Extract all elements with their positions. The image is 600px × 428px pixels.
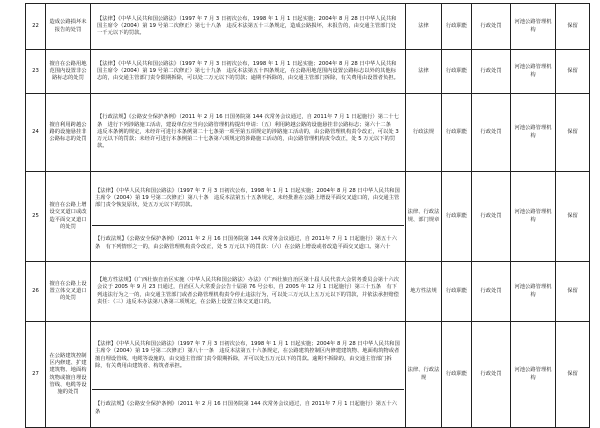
- power-category: 行政处罚: [472, 262, 511, 322]
- row-number: 24: [26, 94, 46, 172]
- legal-basis-cell: [91, 50, 406, 94]
- item-name: 擅自利用跨越公路的设施悬挂非公路标志的处罚: [46, 94, 91, 172]
- legal-basis-cell: [91, 4, 406, 50]
- power-category: 行政处罚: [472, 50, 511, 94]
- legal-basis-paragraph: 【地方性法规】《广西壮族自治区实施〈中华人民共和国公路法〉办法》（广西壮族自治区第十届人民代表大会常务委员会第十六次会议于 2005 年 9 月 23 日通过，自治区人大常委会公告十届第 76 号公布，自 2005 年 12 月 1 日起施行）第三十五条 有下列违法行为之一的，由交通主管部门或者公路管理机构责令停止违法行为，可以处三万元以上五万元以下的罚款，并依法承担赔偿责任：（三）违反本办法第八条第三项规定，在公路上设置立体交叉道口的。: [97, 277, 399, 305]
- table-row: [26, 322, 590, 428]
- legal-basis-paragraph: 【行政法规】《公路安全保护条例》（2011 年 2 月 16 日国务院第 144 次常务会议通过，自 2011年 7 月 1 日起施行）第二十七条 进行下列涉路施工活动，建设单位应当向公路管理机构提出申请：（五）利用跨越公路的设施悬挂非公路标志；第六十二条 违反本条例的规定，未经许可进行本条例第二十七条第一项至第五项规定的涉路施工活动的，由公路管理机构责令改正，可以处 3 万元以下的罚款；未经许可进行本条例第二十七条第六项规定的涉路施工活动的，由公路管理机构责令改正，处 5 万元以下的罚款。: [97, 114, 399, 150]
- table-row: [26, 262, 590, 322]
- table-body: [26, 4, 590, 428]
- status-label: 保留: [556, 262, 590, 322]
- status-label: 保留: [556, 4, 590, 50]
- duty-type: 行政职能: [442, 262, 472, 322]
- table-row: [26, 172, 590, 262]
- basis-type: 法律: [406, 4, 442, 50]
- implementing-department: 河池公路管理机构: [511, 50, 556, 94]
- status-label: 保留: [556, 94, 590, 172]
- basis-type: 法律、行政法规、部门规章: [406, 172, 442, 262]
- legal-basis-cell: [91, 94, 406, 172]
- row-number: 26: [26, 262, 46, 322]
- item-name: 擅自在公路上设置立体交叉道口的处罚: [46, 262, 91, 322]
- legal-basis-cell: [91, 262, 406, 322]
- item-name: 在公路建筑控制区内修建、扩建建筑物、地面构筑物或擅自埋设管线、电缆等设施的处罚: [46, 322, 91, 428]
- legal-basis-paragraph: 【法律】《中华人民共和国公路法》（1997 年 7 月 3 日初次公布，1998 年 1 月 1 日起实施；2004年 8 月 28 日中华人民共和国主席令（2004）第 19 号第二次修正）第七十九条 违反本法第五十四条规定，在公路用地范围内设置公路标志以外的其他标志的，由交通主管部门责令限期拆除，可以处二万元以下的罚款；逾期不拆除的，由交通主管部门拆除，有关费用由设置者负担。: [97, 60, 399, 82]
- legal-basis-cell: [91, 172, 406, 262]
- power-list-table: [25, 3, 590, 428]
- table-row: [26, 94, 590, 172]
- power-category: 行政处罚: [472, 322, 511, 428]
- power-category: 行政处罚: [472, 4, 511, 50]
- item-name: 造成公路损坏未报告的处罚: [46, 4, 91, 50]
- row-number: 22: [26, 4, 46, 50]
- row-number: 27: [26, 322, 46, 428]
- legal-basis-paragraph: 【行政法规】《公路安全保护条例》（2011 年 2 月 16 日国务院第 144 次常务会议通过，自 2011年 7 月 1 日起施行）第五十六条 有下列情形之一的，由公路管理机构责令改正，处 5 万元以下的罚款：（六）在公路上增设或者改造平面交叉道口。第六十: [92, 225, 404, 261]
- legal-basis-paragraph: 【法律】《中华人民共和国公路法》（1997 年 7 月 3 日初次公布，1998 年 1 月 1 日起实施；2004年 8 月 28 日中华人民共和国主席令（2004）第 19 号第二次修正）第七十八条 违反本法第五十三条规定，造成公路损坏，未报告的，由交通主管部门处一千元以下的罚款。: [97, 15, 397, 37]
- status-label: 保留: [556, 172, 590, 262]
- basis-type: 法律: [406, 50, 442, 94]
- implementing-department: 河池公路管理机构: [511, 172, 556, 262]
- legal-basis-cell: [91, 322, 406, 428]
- power-category: 行政处罚: [472, 172, 511, 262]
- basis-type: 地方性法规: [406, 262, 442, 322]
- implementing-department: 河池公路管理机构: [511, 262, 556, 322]
- implementing-department: 河池公路管理机构: [511, 4, 556, 50]
- legal-basis-paragraph: 【法律】《中华人民共和国公路法》（1997 年 7 月 3 日初次公布，1998 年 1 月 1 日起实施；2004年 8 月 28 日中华人民共和国主席令（2004）第 19 号第二次修正）第八十条 违反本法第五十五条规定，未经批准在公路上增设平面交叉道口的，由交通主管部门责令恢复原状，处五万元以下的罚款。: [95, 187, 400, 209]
- item-name: 擅自在公路上增设交叉道口或改造平面交叉道口的处罚: [46, 172, 91, 262]
- duty-type: 行政职能: [442, 322, 472, 428]
- duty-type: 行政职能: [442, 4, 472, 50]
- row-number: 25: [26, 172, 46, 262]
- duty-type: 行政职能: [442, 94, 472, 172]
- table-row: [26, 4, 590, 50]
- status-label: 保留: [556, 50, 590, 94]
- table-row: [26, 50, 590, 94]
- implementing-department: 河池公路管理机构: [511, 322, 556, 428]
- basis-type: 法律、行政法规: [406, 322, 442, 428]
- row-number: 23: [26, 50, 46, 94]
- duty-type: 行政职能: [442, 172, 472, 262]
- legal-basis-paragraph: 【行政法规】《公路安全保护条例》（2011 年 2 月 16 日国务院第 144 次常务会议通过，自 2011年 7 月 1 日起施行）第五十六条: [92, 389, 404, 427]
- legal-basis-paragraph: 【法律】《中华人民共和国公路法》（1997 年 7 月 3 日初次公布，1998 年 1 月 1 日起实施；2004年 8 月 28 日中华人民共和国主席令（2004）第 19 号第二次修正）第八十一条 违反本法第五十六条规定，在公路建筑控制区内修建建筑物、地面构筑物或者擅自埋设管线、电缆等设施的，由交通主管部门责令限期拆除，并可以处五万元以下的罚款。逾期不拆除的，由交通主管部门拆除，有关费用由建筑者、构筑者承担。: [95, 341, 400, 369]
- duty-type: 行政职能: [442, 50, 472, 94]
- item-name: 擅自在公路用地范围内设置非公路标志的处罚: [46, 50, 91, 94]
- status-label: 保留: [556, 322, 590, 428]
- implementing-department: 河池公路管理机构: [511, 94, 556, 172]
- basis-type: 行政法规: [406, 94, 442, 172]
- power-category: 行政处罚: [472, 94, 511, 172]
